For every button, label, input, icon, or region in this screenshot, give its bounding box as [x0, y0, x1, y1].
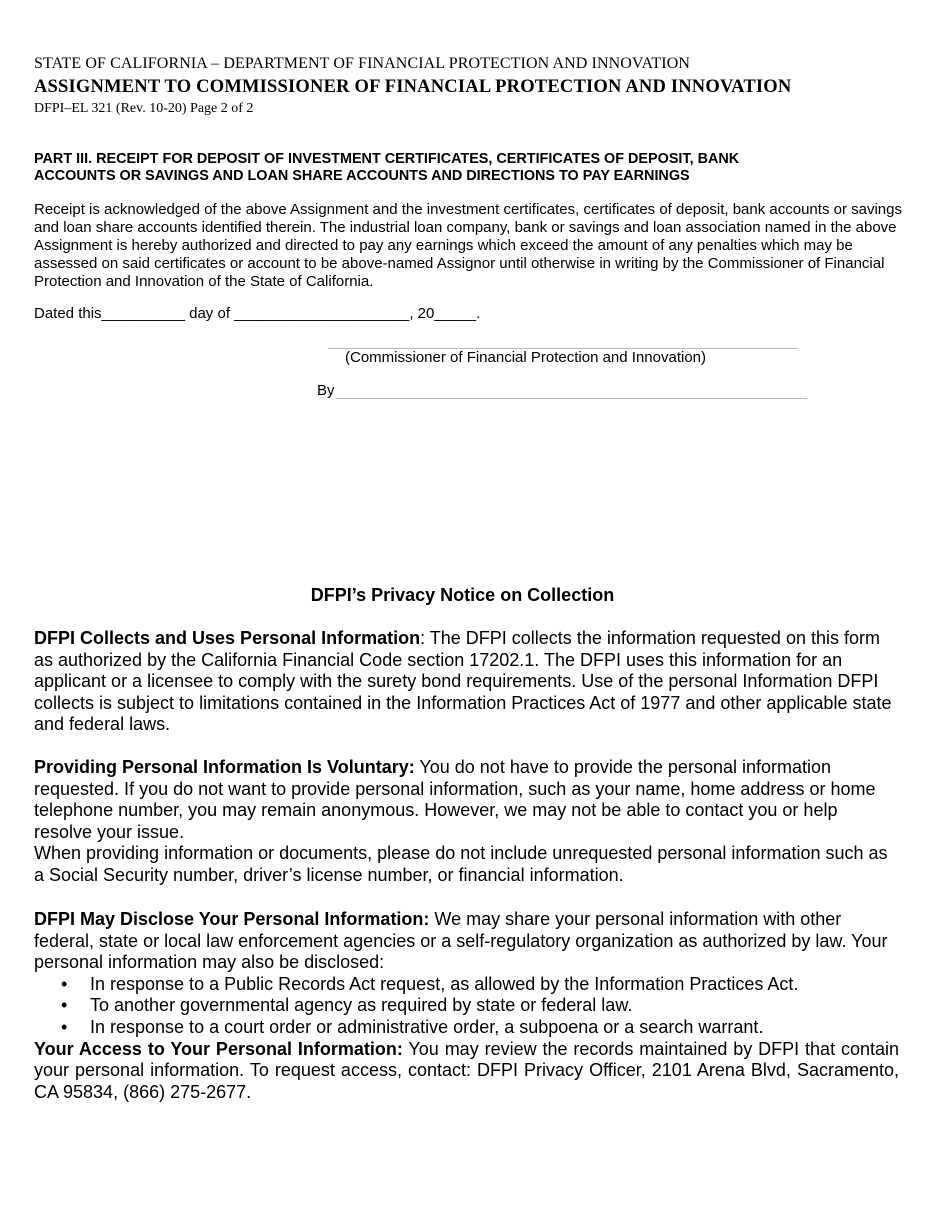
bullet-icon: •	[61, 1016, 68, 1037]
voluntary-heading: Providing Personal Information Is Voluntary:	[34, 757, 415, 777]
list-item	[34, 974, 899, 996]
bullet-icon: •	[61, 973, 68, 994]
access-paragraph	[34, 1039, 899, 1104]
form-id: DFPI–EL 321 (Rev. 10-20) Page 2 of 2	[34, 101, 254, 116]
part-three-heading-line-1: PART III. RECEIPT FOR DEPOSIT OF INVESTMENT CERTIFICATES, CERTIFICATES OF DEPOSIT, BANK	[34, 151, 740, 167]
list-item	[34, 995, 899, 1017]
by-label: By	[317, 382, 335, 399]
bullet-icon: •	[61, 995, 68, 1016]
agency-header: STATE OF CALIFORNIA – DEPARTMENT OF FINANCIAL PROTECTION AND INNOVATION	[34, 55, 691, 72]
access-text: You may review the records maintained by DFPI that contain your personal information. To request access, contact: DFPI Privacy Officer, 2101 Arena Blvd, Sacramento, CA 95834, (866) 275-2677.	[34, 1038, 900, 1102]
access-heading: Your Access to Your Personal Information:	[34, 1038, 403, 1059]
voluntary-text: You do not have to provide the personal information requested. If you do not want to provide personal information, such as your name, home address or home telephone number, you may remain anonymous. However, we may not be able to contact you or help resolve your issue.	[34, 757, 876, 842]
list-item-text: In response to a court order or administrative order, a subpoena or a search warrant.	[90, 1016, 764, 1037]
receipt-paragraph: Receipt is acknowledged of the above Assignment and the investment certificates, certificates of deposit, bank accounts or savings and loan share accounts identified therein. The industrial loan company, bank or savings and loan association named in the above Assignment is hereby authorized and directed to pay any earnings which exceed the amount of any penalties which may be assessed on said certificates or account to be above-named Assignor until otherwise in writing by the Commissioner of Financial Protection and Innovation of the State of California.	[34, 201, 902, 290]
list-item-text: In response to a Public Records Act request, as allowed by the Information Practices Act.	[90, 973, 799, 994]
commissioner-caption: (Commissioner of Financial Protection and Innovation)	[345, 349, 707, 366]
list-item-text: To another governmental agency as required by state or federal law.	[90, 995, 633, 1016]
disclose-section	[34, 909, 899, 1103]
form-title: ASSIGNMENT TO COMMISSIONER OF FINANCIAL PROTECTION AND INNOVATION	[34, 77, 792, 97]
voluntary-paragraph	[34, 757, 899, 843]
by-signature-line[interactable]	[336, 398, 807, 399]
part-three-heading	[34, 151, 914, 185]
privacy-notice-title: DFPI’s Privacy Notice on Collection	[310, 585, 615, 605]
collects-text: : The DFPI collects the information requested on this form as authorized by the California Financial Code section 17202.1. The DFPI uses this information for an applicant or a licensee to comply with the surety bond requirements. Use of the personal Information DFPI collects is subject to limitations contained in the Information Practices Act of 1977 and other applicable state and federal laws.	[34, 628, 892, 735]
disclose-text: We may share your personal information with other federal, state or local law enforcement agencies or a self-regulatory organization as authorized by law. Your personal information may also be disclosed:	[34, 909, 888, 973]
disclose-heading: DFPI May Disclose Your Personal Information:	[34, 909, 430, 929]
disclose-paragraph	[34, 909, 899, 974]
collects-heading: DFPI Collects and Uses Personal Information	[34, 628, 421, 648]
dated-line[interactable]: Dated this__________ day of _____________________, 20_____.	[34, 305, 481, 322]
voluntary-section	[34, 757, 899, 887]
collects-section	[34, 628, 899, 736]
list-item	[34, 1017, 899, 1039]
disclose-list	[34, 974, 899, 1039]
voluntary-paragraph-2: When providing information or documents, please do not include unrequested personal information such as a Social Security number, driver’s license number, or financial information.	[34, 843, 888, 885]
part-three-heading-line-2: ACCOUNTS OR SAVINGS AND LOAN SHARE ACCOUNTS AND DIRECTIONS TO PAY EARNINGS	[34, 168, 690, 184]
